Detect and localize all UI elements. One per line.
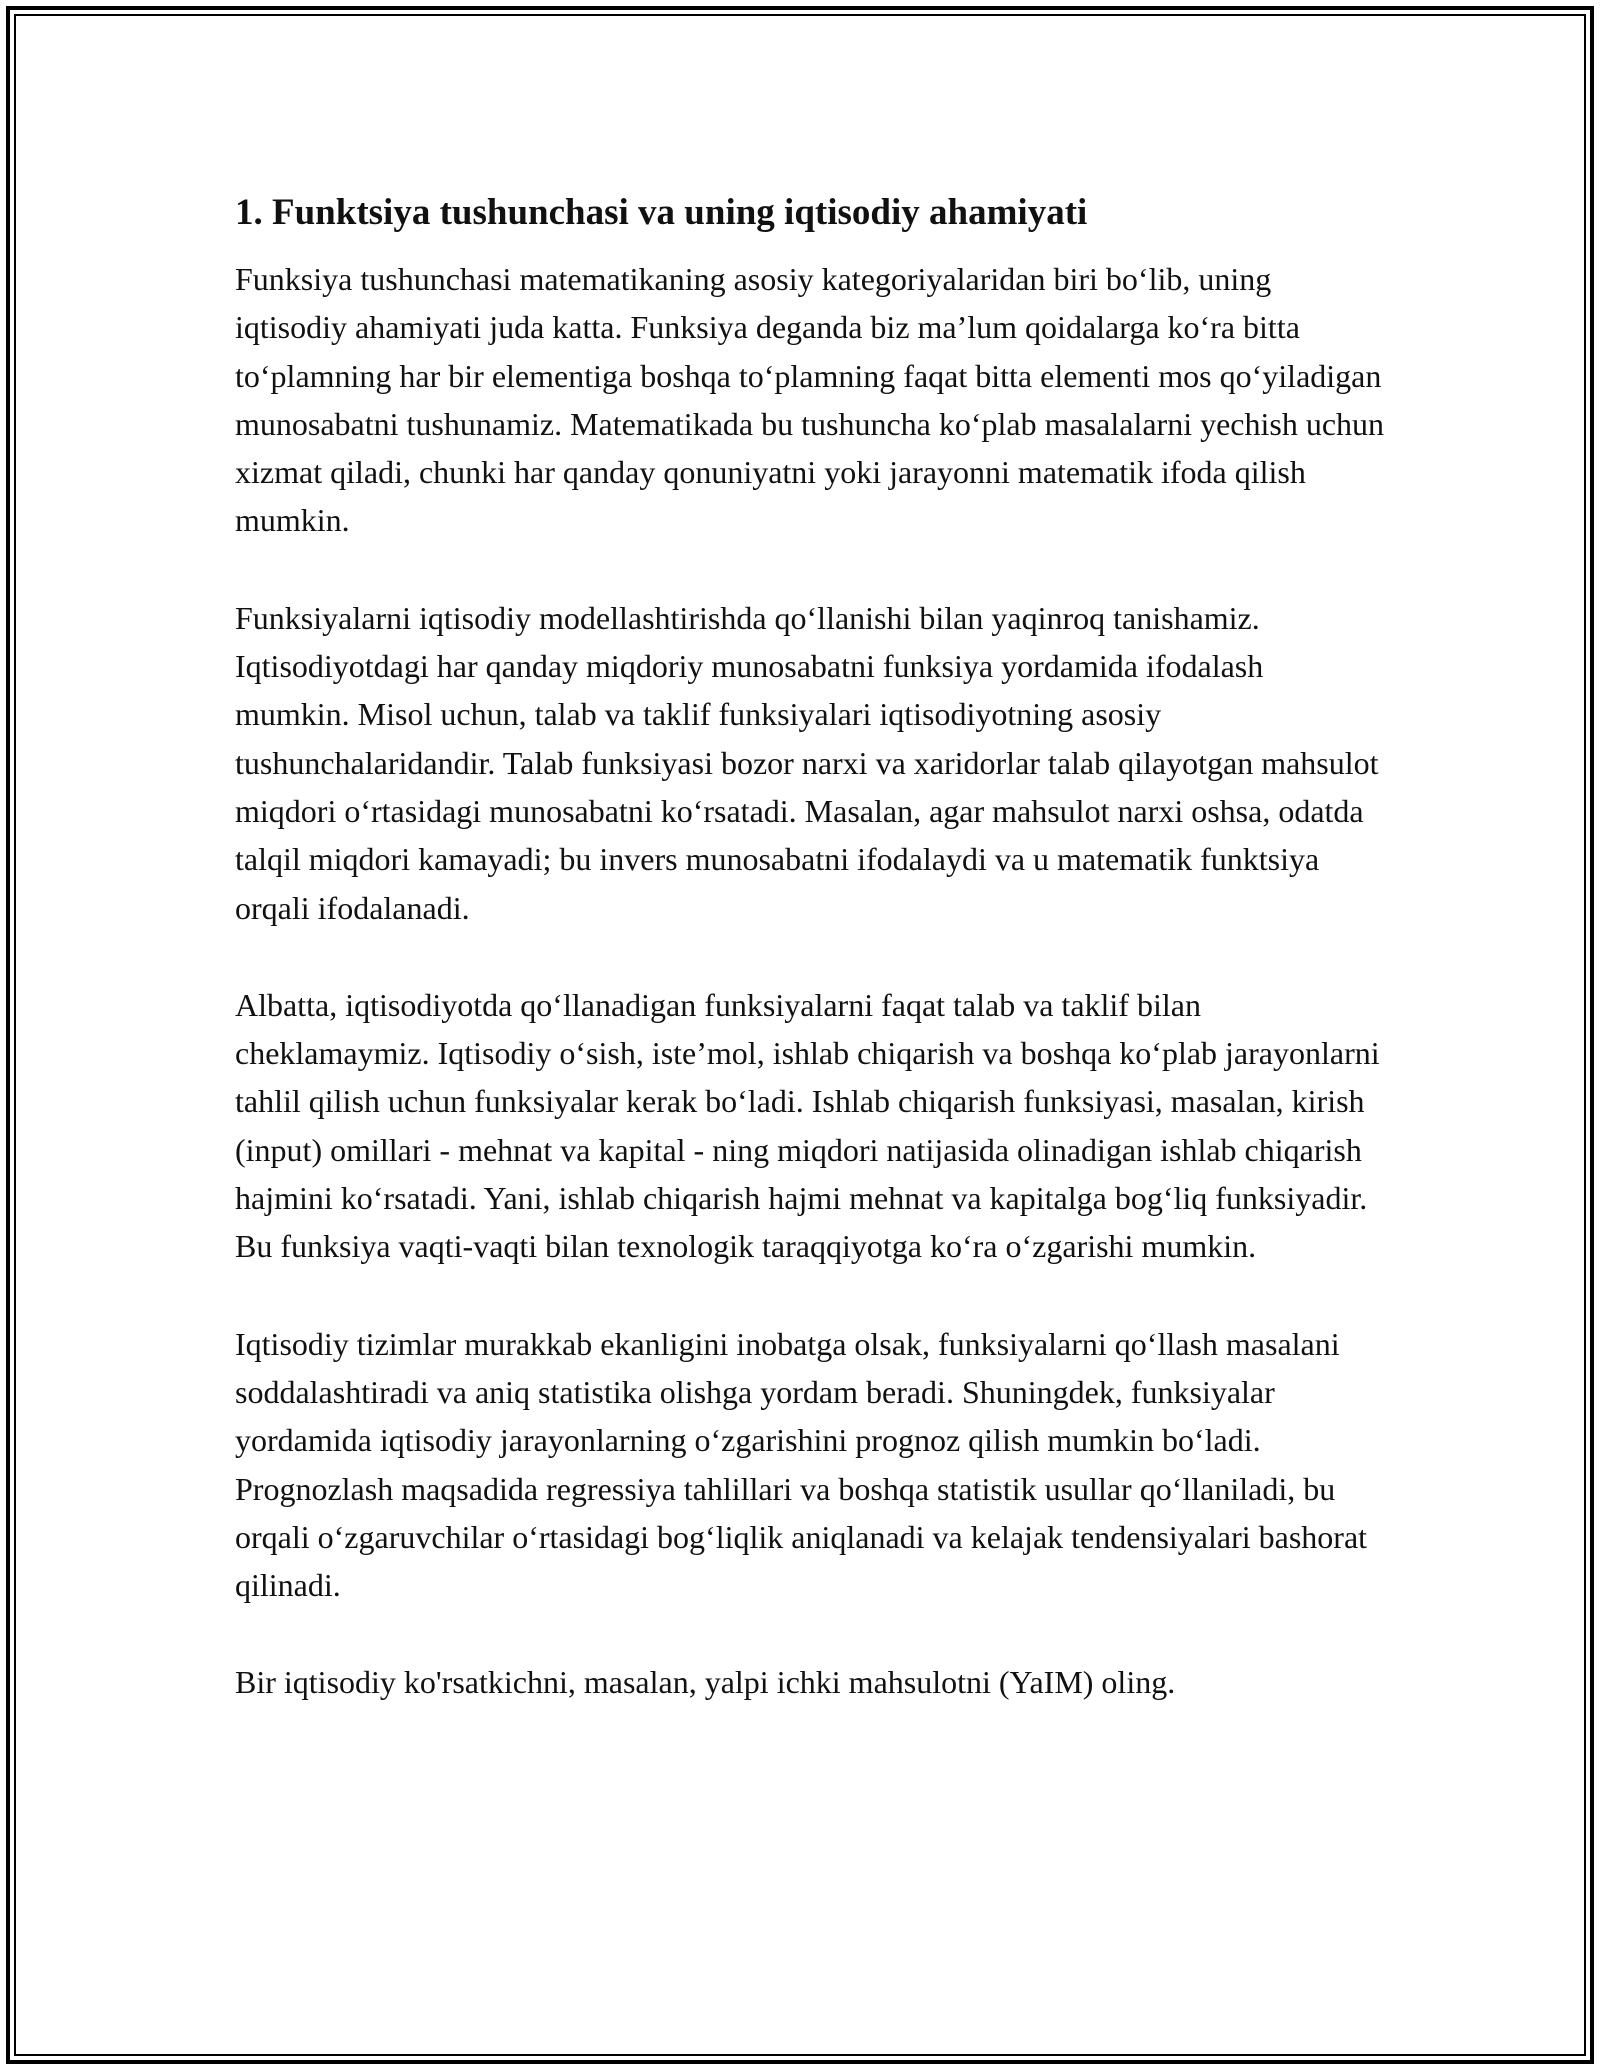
paragraph-3: Albatta, iqtisodiyotda qo‘llanadigan funksiyalarni faqat talab va taklif bilan cheklamaymiz. Iqtisodiy o‘sish, iste’mol, ishlab chiqarish va boshqa ko‘plab jarayonlarni tahlil qilish uchun funksiyalar kerak bo‘ladi. Ishlab chiqarish funksiyasi, masalan, kirish (input) omillari - mehnat va kapital - ning miqdori natijasida olinadigan ishlab chiqarish hajmini ko‘rsatadi. Yani, ishlab chiqarish hajmi mehnat va kapitalga bog‘liq funksiyadir. Bu funksiya vaqti-vaqti bilan texnologik taraqqiyotga ko‘ra o‘zgarishi mumkin. bbox=[235, 986, 1380, 1265]
document-body bbox=[235, 186, 1385, 1756]
paragraph-2: Funksiyalarni iqtisodiy modellashtirishda qo‘llanishi bilan yaqinroq tanishamiz. Iqtisodiyotdagi har qanday miqdoriy munosabatni funksiya yordamida ifodalash mumkin. Misol uchun, talab va taklif funksiyalari iqtisodiyotning asosiy tushunchalaridandir. Talab funksiyasi bozor narxi va xaridorlar talab qilayotgan mahsulot miqdori o‘rtasidagi munosabatni ko‘rsatadi. Masalan, agar mahsulot narxi oshsa, odatda talqil miqdori kamayadi; bu invers munosabatni ifodalaydi va u matematik funktsiya orqali ifodalanadi. bbox=[235, 599, 1379, 926]
paragraph-1: Funksiya tushunchasi matematikaning asosiy kategoriyalaridan biri bo‘lib, uning iqtisodiy ahamiyati juda katta. Funksiya deganda biz ma’lum qoidalarga ko‘ra bitta to‘plamning har bir elementiga boshqa to‘plamning faqat bitta elementi mos qo‘yiladigan munosabatni tushunamiz. Matematikada bu tushuncha ko‘plab masalalarni yechish uchun xizmat qiladi, chunki har qanday qonuniyatni yoki jarayonni matematik ifoda qilish mumkin. bbox=[235, 261, 1385, 539]
section-heading: 1. Funktsiya tushunchasi va uning iqtisodiy ahamiyati bbox=[235, 192, 1088, 233]
paragraph-5: Bir iqtisodiy ko'rsatkichni, masalan, yalpi ichki mahsulotni (YaIM) oling. bbox=[235, 1664, 1176, 1701]
paragraph-4: Iqtisodiy tizimlar murakkab ekanligini inobatga olsak, funksiyalarni qo‘llash masalani soddalashtiradi va aniq statistika olishga yordam beradi. Shuningdek, funksiyalar yordamida iqtisodiy jarayonlarning o‘zgarishini prognoz qilish mumkin bo‘ladi. Prognozlash maqsadida regressiya tahlillari va boshqa statistik usullar qo‘llaniladi, bu orqali o‘zgaruvchilar o‘rtasidagi bog‘liqlik aniqlanadi va kelajak tendensiyalari bashorat qilinadi. bbox=[235, 1325, 1368, 1604]
